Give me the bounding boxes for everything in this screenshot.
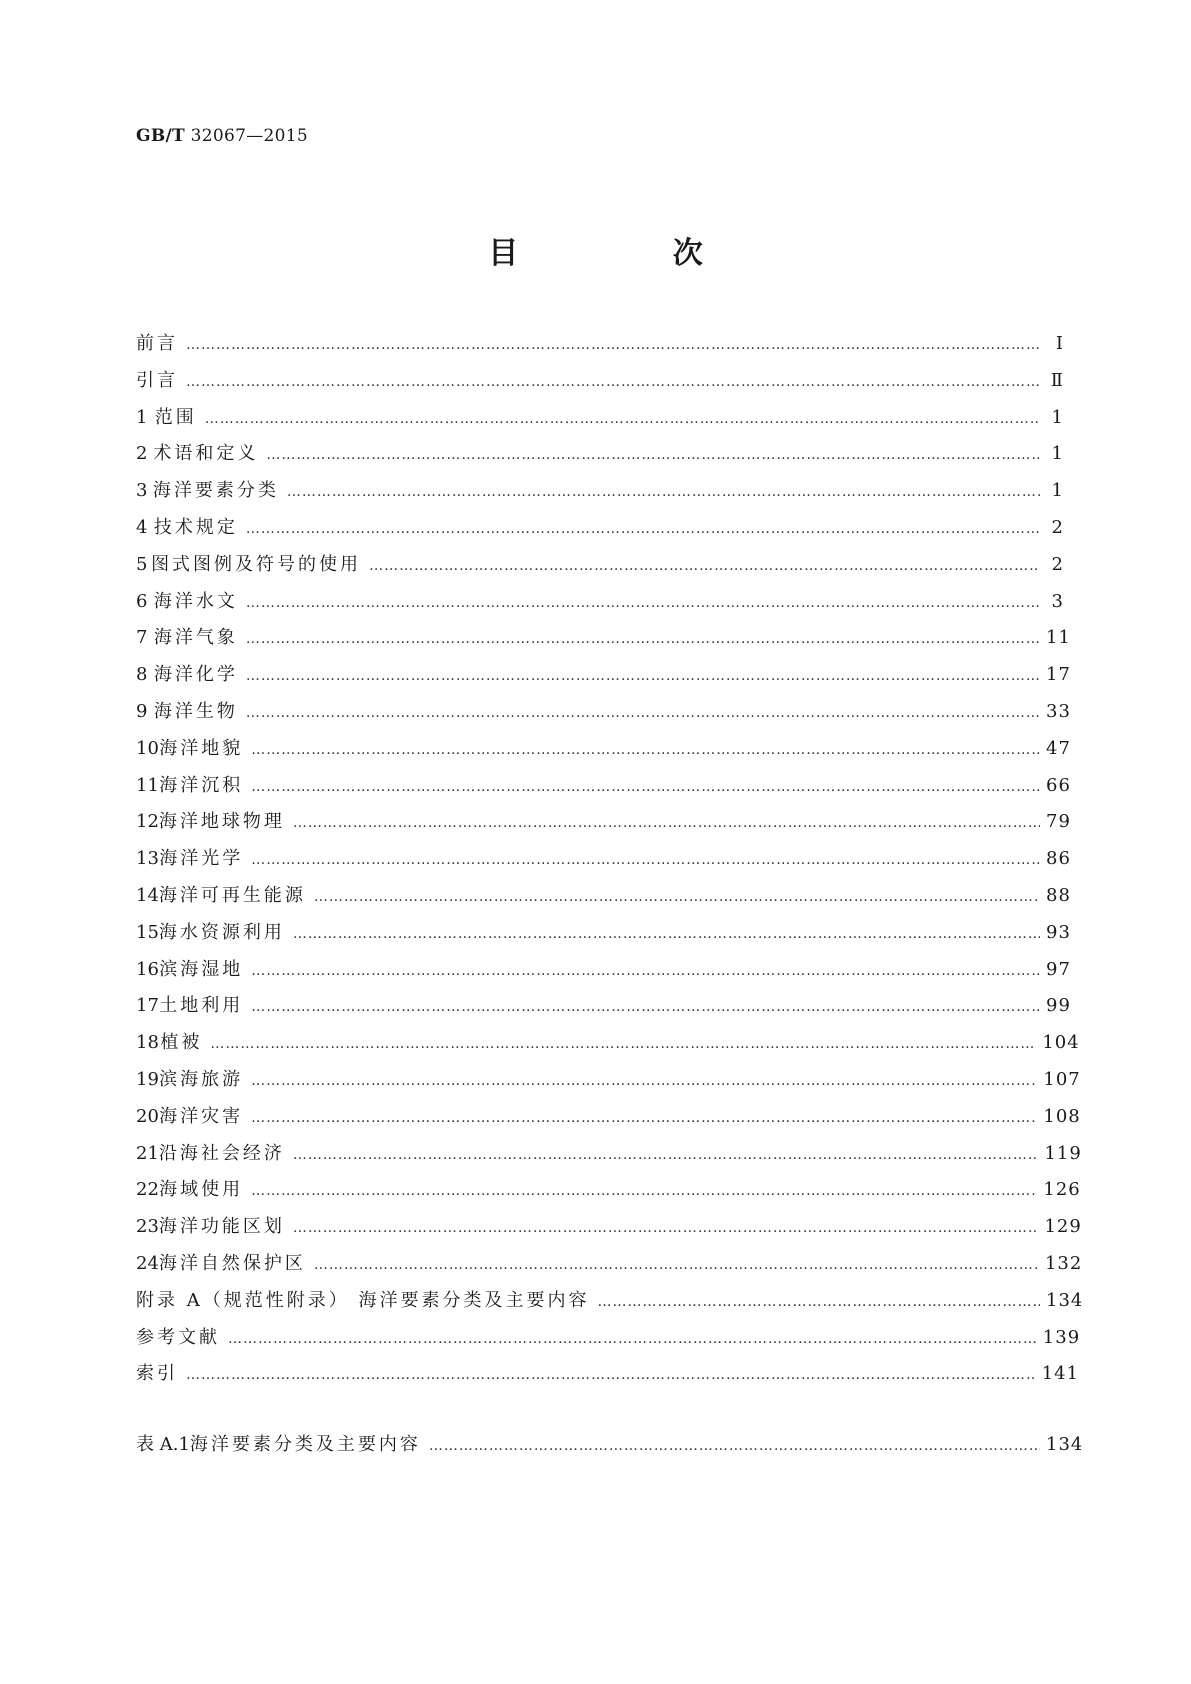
toc-entry[interactable]: [136, 587, 1064, 624]
toc-entry-number: 17: [136, 995, 159, 1017]
toc-entry-label: 前言: [136, 333, 178, 354]
toc-entry-leader: [369, 558, 1040, 574]
toc-entry[interactable]: [136, 1065, 1081, 1102]
table-list-entry-number: 表 A.1: [136, 1434, 190, 1455]
table-list-entry-leader: [429, 1438, 1040, 1454]
toc-entry-number: 20: [136, 1105, 159, 1127]
toc-entry-leader: [251, 742, 1040, 758]
toc-entry[interactable]: [136, 550, 1064, 587]
toc-entry-number: 24: [136, 1252, 159, 1274]
toc-entry-leader: [314, 1257, 1039, 1273]
toc-entry-page: 99: [1046, 995, 1071, 1017]
toc-entry-leader: [246, 668, 1040, 684]
toc-entry-leader: [228, 1331, 1037, 1347]
toc-entry-leader: [293, 815, 1040, 831]
toc-entry-label: 海洋生物: [153, 700, 238, 722]
toc-entry-page: 97: [1046, 958, 1071, 980]
toc-entry-label: 海洋灾害: [159, 1105, 244, 1127]
toc-entry-label: 引言: [136, 369, 178, 391]
toc-entry[interactable]: [136, 329, 1064, 366]
toc-entry-number: 11: [136, 774, 159, 796]
toc-entry[interactable]: [136, 1139, 1082, 1176]
toc-entry[interactable]: [136, 955, 1071, 992]
toc-entry-label: 海洋沉积: [159, 774, 244, 796]
toc-entry-page: 86: [1046, 848, 1071, 870]
toc-entry-label: 海洋水文: [153, 590, 238, 612]
toc-entry-page: 33: [1046, 700, 1071, 722]
toc-entry-label: 索引: [136, 1363, 178, 1385]
toc-entry-label: 滨海湿地: [159, 958, 244, 980]
toc-entry-page: Ⅱ: [1050, 369, 1064, 391]
toc-entry-page: 134: [1046, 1289, 1084, 1311]
toc-entry-leader: [186, 374, 1040, 390]
toc-entry-label: 土地利用: [159, 995, 244, 1017]
toc-entry-leader: [266, 447, 1040, 463]
toc-entry[interactable]: [136, 366, 1064, 403]
toc-entry-page: 1: [1051, 480, 1064, 502]
toc-entry-label: 沿海社会经济: [158, 1142, 285, 1164]
toc-entry-label: 海洋光学: [159, 848, 244, 870]
toc-entry[interactable]: [136, 1359, 1080, 1396]
toc-entry-number: 2: [136, 443, 148, 465]
toc-entry-number: 9: [136, 700, 148, 722]
toc-entry-page: 132: [1044, 1252, 1083, 1274]
toc-entry-label: 参考文献: [136, 1326, 220, 1348]
toc-entry[interactable]: [136, 991, 1071, 1028]
toc-entry[interactable]: [136, 697, 1071, 734]
toc-entry-leader: [251, 1110, 1037, 1126]
toc-entry-page: 66: [1046, 774, 1071, 796]
toc-entry[interactable]: [136, 844, 1071, 881]
toc-entry[interactable]: [136, 403, 1064, 440]
toc-entry-leader: [205, 411, 1040, 427]
toc-entry-page: 108: [1043, 1105, 1081, 1127]
toc-entry[interactable]: [136, 1028, 1080, 1065]
standard-number: 32067—2015: [190, 126, 309, 146]
toc-entry-number: 21: [136, 1142, 159, 1164]
toc-entry-label: 植被: [160, 1032, 203, 1054]
toc-entry-page: 2: [1051, 516, 1064, 538]
toc-entry-label: 海洋化学: [153, 664, 238, 686]
toc-entry-number: 22: [136, 1179, 159, 1201]
toc-entry-leader: [210, 1036, 1036, 1052]
toc-entry-label: 海洋地貌: [159, 737, 244, 759]
toc-entry-page: 129: [1044, 1216, 1082, 1238]
standard-code: [136, 126, 308, 146]
toc-entry-leader: [597, 1294, 1040, 1310]
list-of-tables: [136, 1430, 1084, 1467]
toc-entry-number: 5: [136, 553, 148, 575]
toc-entry-number: 15: [136, 921, 159, 943]
toc-entry-number: 4: [136, 516, 148, 538]
toc-entry-leader: [293, 1147, 1039, 1163]
toc-entry-number: 16: [136, 958, 159, 980]
toc-entry-number: 10: [136, 737, 159, 759]
toc-entry-page: 47: [1046, 737, 1071, 759]
toc-entry[interactable]: [136, 807, 1071, 844]
toc-entry-leader: [293, 1220, 1039, 1236]
toc-entry[interactable]: [136, 1286, 1084, 1323]
toc-entry-leader: [246, 521, 1040, 537]
toc-entry-page: 88: [1046, 884, 1071, 906]
toc-entry[interactable]: [136, 918, 1071, 955]
toc-entry-leader: [314, 889, 1040, 905]
toc-entry-page: 119: [1044, 1142, 1082, 1164]
table-of-contents: [136, 329, 1084, 1396]
toc-entry-number: 3: [136, 480, 148, 502]
toc-entry[interactable]: [136, 513, 1064, 550]
toc-entry-label: 范围: [154, 406, 197, 428]
toc-entry-leader: [246, 631, 1040, 647]
toc-entry-number: 7: [136, 627, 148, 649]
toc-entry-leader: [246, 595, 1040, 611]
toc-entry-label: 海水资源利用: [158, 921, 285, 943]
toc-entry[interactable]: [136, 660, 1071, 697]
page-title: 目 次: [488, 236, 775, 271]
toc-entry[interactable]: [136, 771, 1071, 808]
toc-entry-page: 139: [1042, 1326, 1081, 1348]
toc-entry-label: 术语和定义: [153, 443, 259, 465]
toc-entry-leader: [186, 1367, 1036, 1383]
toc-entry-label: 技术规定: [153, 516, 238, 538]
toc-entry-leader: [251, 1183, 1037, 1199]
toc-entry-leader: [251, 779, 1040, 795]
toc-entry-label: 图式图例及符号的使用: [151, 553, 362, 575]
toc-entry-number: 1: [136, 406, 148, 428]
toc-entry-page: 107: [1043, 1068, 1081, 1090]
toc-entry-number: 19: [136, 1068, 159, 1090]
toc-entry-leader: [251, 1073, 1037, 1089]
toc-entry-page: 141: [1041, 1363, 1080, 1385]
toc-entry[interactable]: [136, 1102, 1081, 1139]
toc-entry-label: 海洋自然保护区: [158, 1252, 306, 1274]
toc-entry-leader: [293, 926, 1040, 942]
toc-entry-label: 海域使用: [159, 1179, 244, 1201]
toc-entry-page: 3: [1051, 590, 1064, 612]
toc-entry[interactable]: [136, 1175, 1081, 1212]
toc-entry-page: 93: [1046, 921, 1071, 943]
toc-entry[interactable]: [136, 881, 1071, 918]
toc-entry[interactable]: [136, 439, 1064, 476]
toc-entry-number: 13: [136, 848, 159, 870]
standard-prefix: GB/T: [136, 126, 185, 146]
toc-entry-number: 12: [136, 811, 159, 833]
toc-entry-number: 8: [136, 664, 148, 686]
toc-entry-leader: [251, 852, 1040, 868]
toc-entry-page: 11: [1046, 627, 1071, 649]
toc-entry-leader: [186, 337, 1040, 353]
toc-entry[interactable]: [136, 623, 1071, 660]
table-list-entry-label: 海洋要素分类及主要内容: [189, 1434, 421, 1455]
toc-entry-number: 14: [136, 884, 159, 906]
toc-entry-label: 海洋功能区划: [158, 1216, 285, 1238]
toc-entry[interactable]: [136, 1249, 1083, 1286]
toc-entry-label: 附录 A（规范性附录） 海洋要素分类及主要内容: [136, 1289, 590, 1311]
toc-entry-leader: [251, 963, 1040, 979]
toc-entry[interactable]: [136, 476, 1064, 513]
toc-entry-leader: [287, 484, 1040, 500]
toc-entry-number: 23: [136, 1216, 159, 1238]
toc-entry-page: 1: [1051, 443, 1064, 465]
toc-entry-leader: [246, 705, 1040, 721]
toc-entry-leader: [251, 999, 1040, 1015]
toc-entry-page: 126: [1043, 1179, 1081, 1201]
toc-entry[interactable]: [136, 1212, 1082, 1249]
toc-entry-page: Ⅰ: [1055, 333, 1064, 354]
toc-entry-page: 79: [1046, 811, 1071, 833]
toc-entry-label: 海洋气象: [153, 627, 238, 649]
toc-entry-label: 海洋要素分类: [152, 480, 279, 502]
toc-entry-page: 17: [1046, 664, 1071, 686]
toc-entry-page: 104: [1042, 1032, 1080, 1054]
toc-entry-page: 1: [1051, 406, 1064, 428]
toc-entry[interactable]: [136, 734, 1071, 771]
toc-entry-page: 2: [1051, 553, 1064, 575]
table-list-entry-page: 134: [1046, 1434, 1084, 1455]
toc-entry-label: 海洋地球物理: [158, 811, 285, 833]
toc-entry[interactable]: [136, 1323, 1081, 1360]
toc-entry-label: 滨海旅游: [159, 1068, 244, 1090]
toc-entry-number: 6: [136, 590, 148, 612]
table-list-entry[interactable]: [136, 1430, 1084, 1467]
toc-entry-number: 18: [136, 1032, 159, 1054]
toc-entry-label: 海洋可再生能源: [158, 884, 306, 906]
